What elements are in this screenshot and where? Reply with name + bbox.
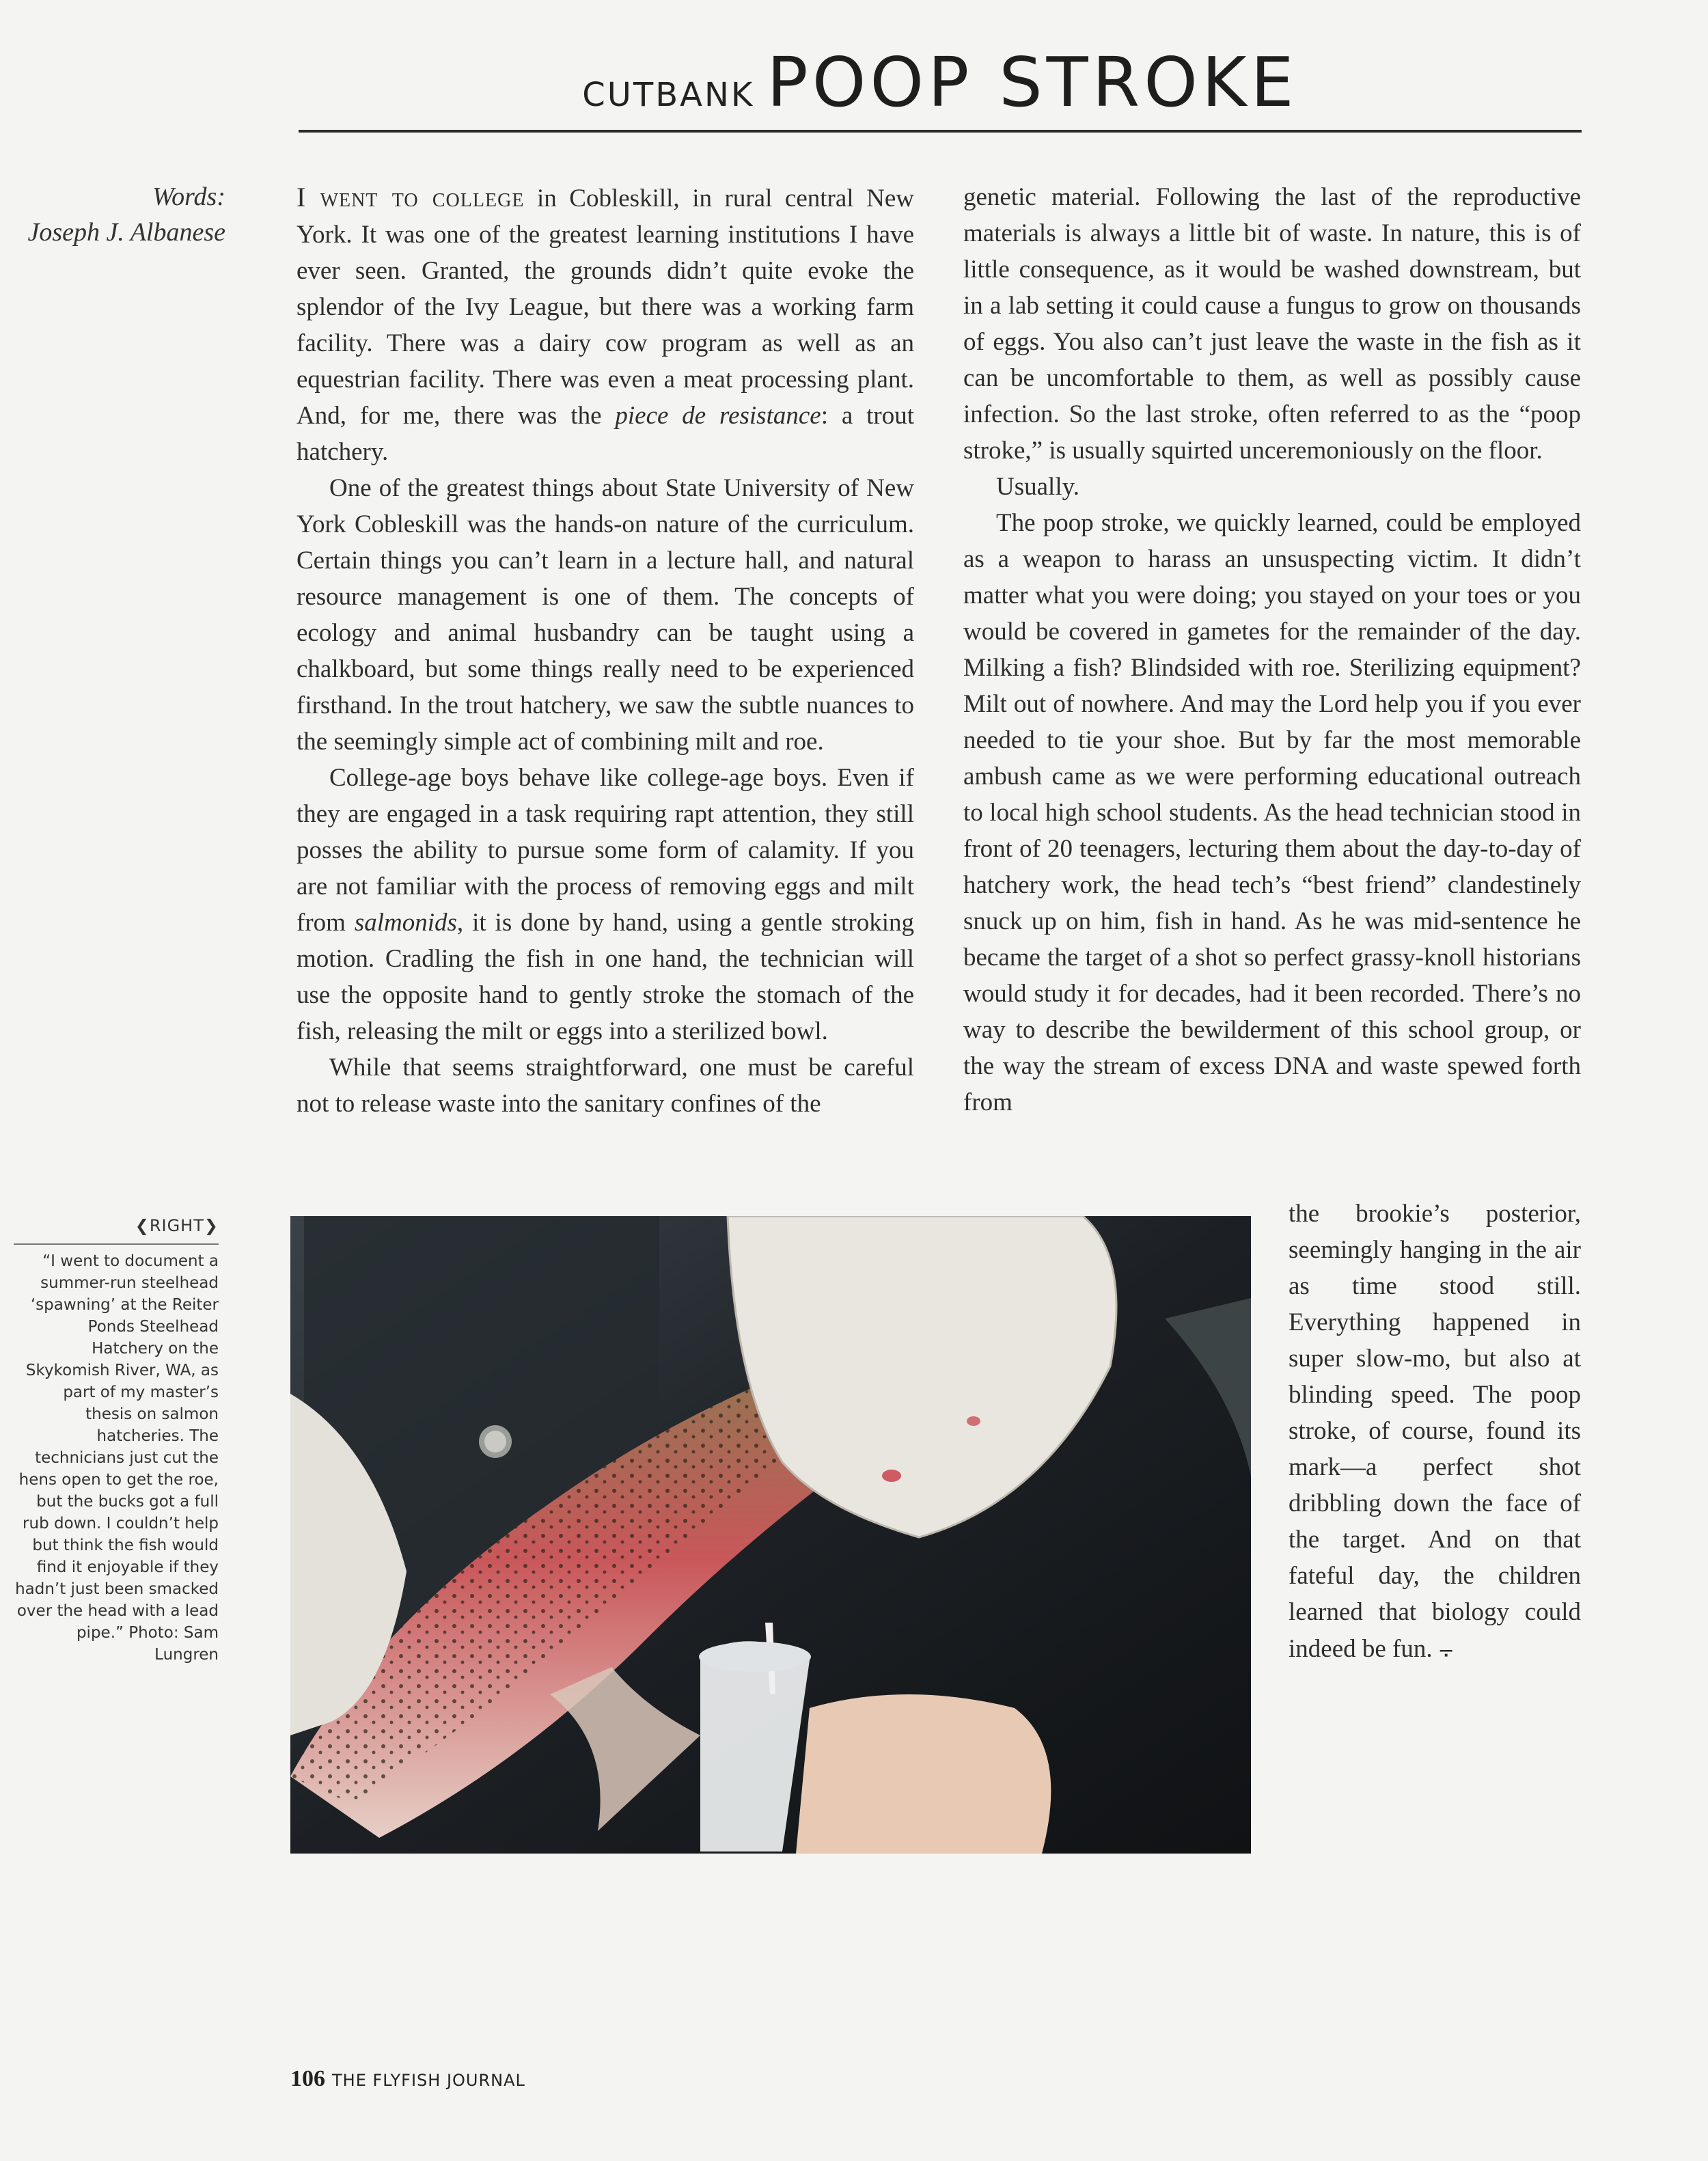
article-column-2 — [963, 179, 1581, 1120]
publication-name: THE FLYFISH JOURNAL — [332, 2071, 525, 2090]
paragraph-2: One of the greatest things about State University of New York Cobleskill was the hands-on nature of the curriculum. Certain things you can’t learn in a lecture hall, and natural resource management is one of them. The concepts of ecology and animal husbandry can be taught using a chalkboard, but some things really need to be experienced firsthand. In the trout hatchery, we saw the subtle nuances to the seemingly simple act of combining milt and roe. — [297, 474, 914, 756]
hatchery-fish-photo — [290, 1216, 1251, 1854]
caption-direction: ❮RIGHT❯ — [135, 1216, 219, 1235]
paragraph-5: Usually. — [996, 473, 1079, 501]
byline — [27, 179, 225, 250]
article-column-1 — [297, 179, 914, 1122]
byline-author: Joseph J. Albanese — [27, 218, 225, 247]
header-rule — [299, 130, 1582, 133]
paragraph-3: College-age boys behave like college-age boys. Even if they are engaged in a task requiring rapt attention, they still posses the ability to pursue some form of calamity. If you are not familiar with the process of removing eggs and milt from salmonids, it is done by hand, using a gentle stroking motion. Cradling the fish in one hand, the technician will use the opposite hand to gently stroke the stomach of the fish, releasing the milt or eggs into a sterilized bowl. — [297, 764, 914, 1045]
lead-in: I went to college — [297, 182, 525, 212]
page-folio — [290, 2066, 525, 2092]
section-kicker: CUTBANK — [582, 76, 755, 114]
fish-spawning-illustration — [290, 1216, 1251, 1854]
paragraph-1: I went to college in Cobleskill, in rural central New York. It was one of the greatest learning institutions I have ever seen. Granted, the grounds didn’t quite evoke the splendor of the Ivy League, but there was a working farm facility. There was a dairy cow program as well as an equestrian facility. There was even a meat processing plant. And, for me, there was the piece de resistance: a trout hatchery. — [297, 182, 914, 466]
article-column-3-wrap — [1289, 1196, 1581, 1667]
paragraph-6: The poop stroke, we quickly learned, could be employed as a weapon to harass an unsuspecting victim. It didn’t matter what you were doing; you stayed on your toes or you would be covered in gametes for the remainder of the day. Milking a fish? Blindsided with roe. Sterilizing equipment? Milt out of nowhere. And may the Lord help you if you ever needed to tie your shoe. But by far the most memorable ambush came as we were performing educational outreach to local high school students. As the head technician stood in front of 20 teenagers, lecturing them about the day-to-day of hatchery work, the head tech’s “best friend” clandestinely snuck up on him, fish in hand. As he was mid-sentence he became the target of a shot so perfect grassy-knoll historians would study it for decades, had it been recorded. There’s no way to describe the bewilderment of this school group, or the way the stream of excess DNA and waste spewed forth from — [963, 509, 1581, 1116]
article-title: POOP STROKE — [767, 42, 1298, 122]
page-number: 106 — [290, 2066, 325, 2091]
section-header — [299, 42, 1582, 131]
paragraph-4: While that seems straightforward, one must be careful not to release waste into the sanitary confines of the — [297, 1054, 914, 1118]
paragraph-4-continued: genetic material. Following the last of the reproductive materials is always a little bit of waste. In nature, this is of little consequence, as it would be washed downstream, but in a lab setting it could cause a fungus to grow on thousands of eggs. You also can’t just leave the waste in the fish as it can be uncomfortable to them, as well as possibly cause infection. So the last stroke, often referred to as the “poop stroke,” is usually squirted unceremoniously on the floor. — [963, 183, 1581, 465]
photo-caption: “I went to document a summer-run steelhead ‘spawning’ at the Reiter Ponds Steelhead Hatchery on the Skykomish River, WA, as part of my master’s thesis on salmon hatcheries. The technicians just cut the hens open to get the roe, but the bucks got a full rub down. I couldn’t help but think the fish would find it enjoyable if they hadn’t just been smacked over the head with a lead pipe.” Photo: Sam Lungren — [15, 1252, 219, 1664]
paragraph-6-wrap: the brookie’s posterior, seemingly hanging in the air as time stood still. Everything happened in super slow-mo, but also at blinding speed. The poop stroke, of course, found its mark—a perfect shot dribbling down the face of the target. And on that fateful day, the children learned that biology could indeed be fun. ⨪ — [1289, 1200, 1581, 1663]
end-mark-icon: ⨪ — [1438, 1634, 1454, 1663]
caption-rule — [14, 1243, 219, 1245]
byline-label: Words: — [152, 182, 225, 211]
